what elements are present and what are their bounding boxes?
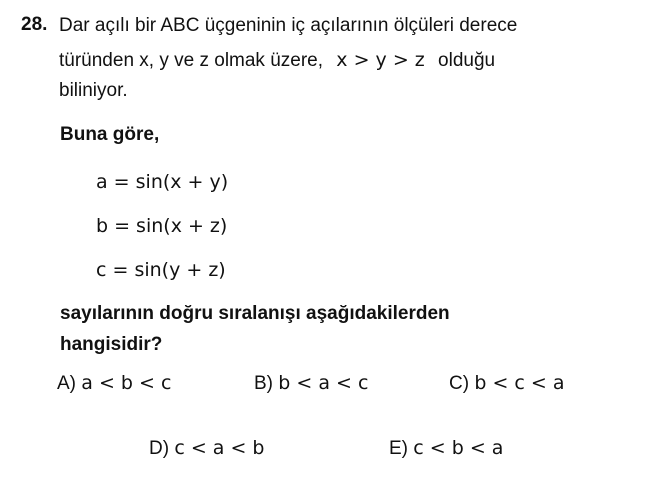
expression-b: b = sin(x + z) [96,215,228,237]
question-stem-line-1: Dar açılı bir ABC üçgeninin iç açılarının ölçüleri derece [59,15,518,36]
inequality-condition: x > y > z [336,49,425,71]
choice-d-text: c < a < b [174,437,265,459]
prompt-line-1: sayılarının doğru sıralanışı aşağıdakilerden [60,303,450,324]
choice-a-text: a < b < c [81,372,172,394]
choice-a-label: A) [57,373,76,394]
choice-c-text: b < c < a [474,372,565,394]
lead-text: Buna göre, [60,124,160,145]
choice-e-label: E) [389,438,408,459]
choice-c-label: C) [449,373,470,394]
choice-a[interactable] [57,372,171,395]
choice-e[interactable] [389,437,503,460]
choice-d[interactable] [149,437,265,460]
choice-b-label: B) [254,373,273,394]
choice-b-text: b < a < c [278,372,369,394]
expression-c: c = sin(y + z) [96,259,226,281]
expression-a: a = sin(x + y) [96,171,229,193]
question-number: 28. [21,14,48,35]
choice-b[interactable] [254,372,368,395]
choice-c[interactable] [449,372,565,395]
stem-line-2-prefix: türünden x, y ve z olmak üzere, [59,50,324,71]
choice-d-label: D) [149,438,170,459]
prompt-line-2: hangisidir? [60,334,163,355]
question-stem-line-2 [59,48,495,73]
question-stem-line-3: biliniyor. [59,80,128,101]
stem-line-2-suffix: olduğu [438,50,496,71]
choice-e-text: c < b < a [413,437,504,459]
